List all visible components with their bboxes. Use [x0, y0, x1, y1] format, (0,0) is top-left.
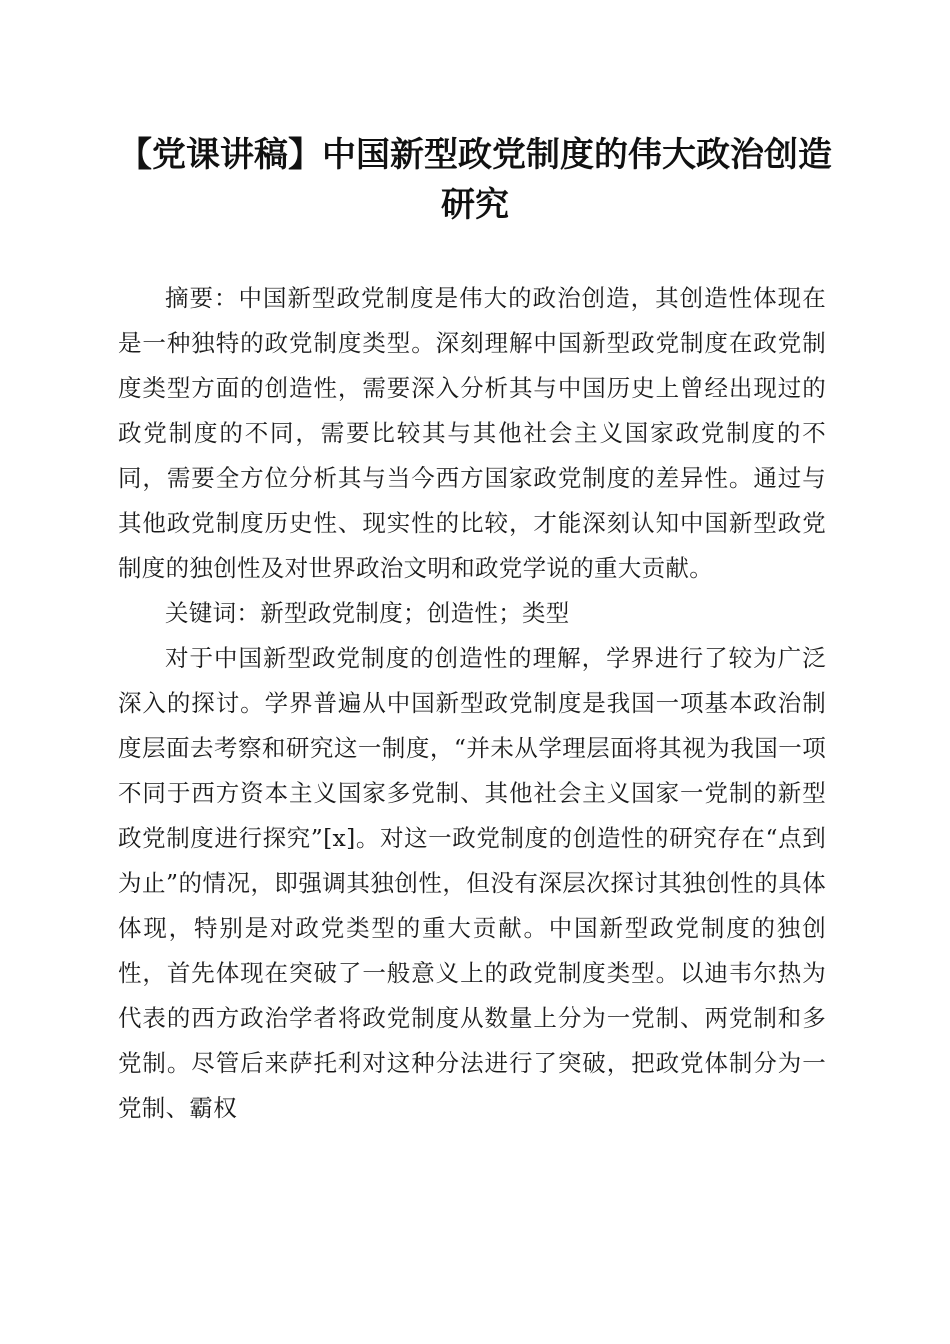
keywords-paragraph: 关键词：新型政党制度；创造性；类型 [165, 599, 570, 627]
document-title: 【党课讲稿】中国新型政党制度的伟大政治创造研究 [118, 135, 832, 225]
document-body [118, 276, 826, 1131]
abstract-paragraph: 摘要：中国新型政党制度是伟大的政治创造，其创造性体现在是一种独特的政党制度类型。深刻理解中国新型政党制度在政党制度类型方面的创造性，需要深入分析其与中国历史上曾经出现过的政党制度的不同，需要比较其与其他社会主义国家政党制度的不同，需要全方位分析其与当今西方国家政党制度的差异性。通过与其他政党制度历史性、现实性的比较，才能深刻认知中国新型政党制度的独创性及对世界政治文明和政党学说的重大贡献。 [118, 284, 826, 582]
body-paragraph: 对于中国新型政党制度的创造性的理解，学界进行了较为广泛深入的探讨。学界普遍从中国新型政党制度是我国一项基本政治制度层面去考察和研究这一制度，“并未从学理层面将其视为我国一项不同于西方资本主义国家多党制、其他社会主义国家一党制的新型政党制度进行探究”[x]。对这一政党制度的创造性的研究存在“点到为止”的情况，即强调其独创性，但没有深层次探讨其独创性的具体体现，特别是对政党类型的重大贡献。中国新型政党制度的独创性，首先体现在突破了一般意义上的政党制度类型。以迪韦尔热为代表的西方政治学者将政党制度从数量上分为一党制、两党制和多党制。尽管后来萨托利对这种分法进行了突破，把政党体制分为一党制、霸权 [118, 644, 826, 1122]
